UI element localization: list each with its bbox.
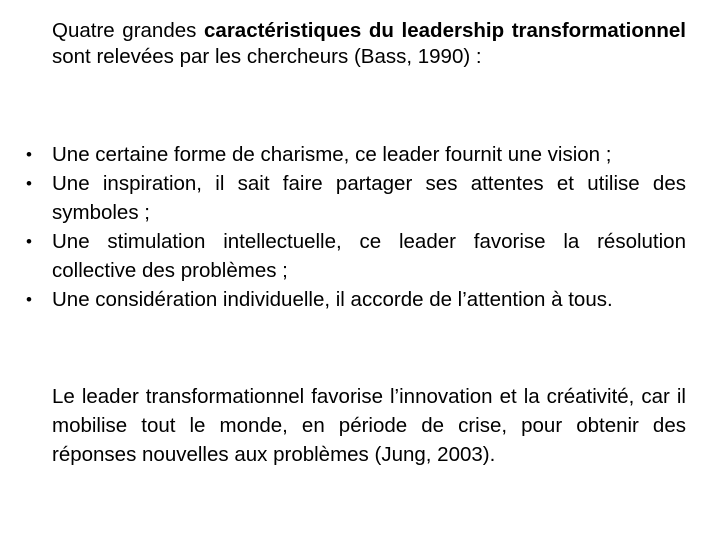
intro-text-before: Quatre grandes — [52, 19, 205, 42]
intro-bold-term: caractéristiques du leadership transformationnel — [204, 19, 686, 42]
list-item — [22, 227, 686, 285]
list-item-text: Une inspiration, il sait faire partager ses attentes et utilise des symboles ; — [52, 172, 686, 224]
list-item-text: Une stimulation intellectuelle, ce leader favorise la résolution collective des problèmes ; — [52, 230, 686, 282]
intro-paragraph — [52, 18, 686, 70]
conclusion-paragraph: Le leader transformationnel favorise l’innovation et la créativité, car il mobilise tout le monde, en période de crise, pour obtenir des réponses nouvelles aux problèmes (Jung, 2003). — [52, 385, 686, 466]
list-item — [22, 140, 686, 169]
list-item — [22, 169, 686, 227]
intro-text-after: sont relevées par les chercheurs (Bass, 1990) : — [52, 45, 482, 68]
bullet-icon: • — [26, 145, 32, 164]
characteristics-list — [22, 140, 686, 314]
list-item-text: Une considération individuelle, il accorde de l’attention à tous. — [52, 288, 613, 311]
bullet-icon: • — [26, 174, 32, 193]
bullet-icon: • — [26, 290, 32, 309]
bullet-icon: • — [26, 232, 32, 251]
list-item-text: Une certaine forme de charisme, ce leader fournit une vision ; — [52, 143, 612, 166]
list-item — [22, 285, 686, 314]
